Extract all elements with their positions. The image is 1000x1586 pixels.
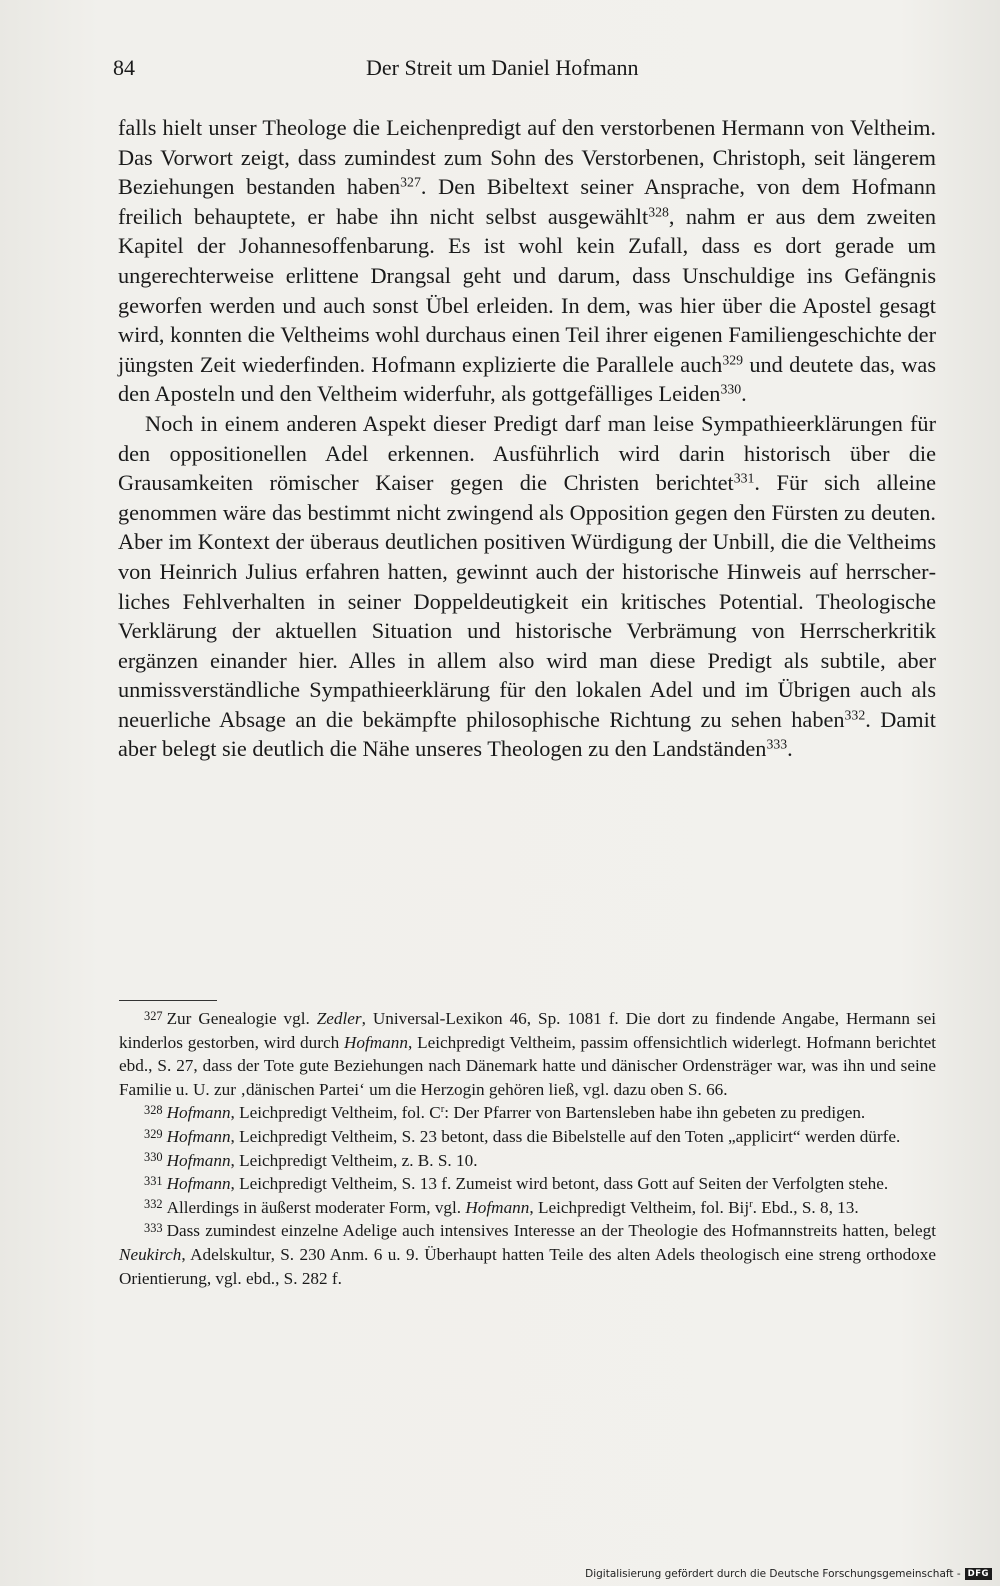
footnote-328: $^{328}$ Hofmann, Leichpredigt Veltheim, fol. $C^r$: Der Pfarrer von Bartensleben habe ihn gebeten zu predigen. [144,1103,866,1123]
credit-text: Digitalisierung gefördert durch die Deutsche Forschungsgemeinschaft - [585,1568,961,1580]
footnote-ref-328[interactable]: 328 [648,204,669,220]
footnote-333: $^{333}$ Dass zumindest einzelne Adelige auch intensives Interesse an der Theologie des Hofmannstreits hatten, belegt Neukirch, Adelskultur, S. 230 Anm. 6 u. 9. Überhaupt hatten Teile des alten Adels theologisch eine streng orthodoxe Orientierung, vgl. ebd., S. 282 f. [119,1221,936,1288]
footnote-331: $^{331}$ Hofmann, Leichpredigt Veltheim, S. 13 f. Zumeist wird betont, dass Gott auf Seiten der Verfolgten stehe. [144,1173,889,1194]
footnote-ref-329[interactable]: 329 [722,352,744,368]
footnote-ref-330[interactable]: 330 [720,381,742,397]
footnote-ref-327[interactable]: 327 [400,174,421,190]
dfg-logo-icon: DFG [965,1568,992,1580]
page-header [113,55,933,87]
running-head: Der Streit um Daniel Hofmann [366,55,639,80]
footnote-332: $^{332}$ Allerdings in äußerst moderater Form, vgl. Hofmann, Leichpredigt Veltheim, fol. Bij$^r$. Ebd., S. 8, 13. [144,1197,859,1217]
footnote-ref-332[interactable]: 332 [844,707,866,723]
footnote-330: $^{330}$ Hofmann, Leichpredigt Veltheim, z. B. S. 10. [144,1150,478,1170]
footnote-separator [119,1000,217,1001]
footnote-327: $^{327}$ Zur Genealogie vgl. Zedler, Universal-Lexikon 46, Sp. 1081 f. Die dort zu findende Angabe, Hermann sei kinderlos gestorben, wird durch Hofmann, Leichpredigt Veltheim, passim offensichtlich widerlegt. Hofmann berichtet ebd., S. 27, dass der Tote gute Beziehungen nach Dänemark hatte und dänischer Ordensträger war, was ihn und seine Familie u. U. zur ‚dänischen Partei‘ um die Herzogin gehören ließ, vgl. dazu oben S. 66. [119,1008,936,1099]
footnote-ref-333[interactable]: 333 [766,736,788,752]
footnote-329: $^{329}$ Hofmann, Leichpredigt Veltheim, S. 23 betont, dass die Bibelstelle auf den Toten „applicirt“ werden dürfe. [144,1126,901,1146]
paragraph-2: Noch in einem anderen Aspekt dieser Predigt darf man leise Sympathieerklärungen für den oppositionellen Adel erkennen. Ausführlich wird darin historisch über die Grausamkeiten römischer Kaiser gegen die Christen berichtet$^{331}$. Für sich alleine genommen wäre das bestimmt nicht zwingend als Opposition gegen den Fürsten zu deuten. Aber im Kontext der überaus deutlichen positiven Würdigung der Unbill, die die Veltheims von Heinrich Julius erfahren hatten, gewinnt auch der historische Hinweis auf herrscherliches Fehlverhalten in seiner Doppeldeutigkeit ein kritisches Potential. Theologische Verklärung der aktuellen Situation und historische Verbrämung von Herrscherkritik ergänzen einander hier. Alles in allem also wird man diese Predigt als subtile, aber unmissverständliche Sympathieerklärung für den lokalen Adel und im Übrigen auch als neuerliche Absage an die bekämpfte philosophische Richtung zu sehen haben$^{332}$. Damit aber belegt sie deutlich die Nähe unseres Theologen zu den Landständen$^{333}$. [118,410,936,762]
main-text [118,113,936,764]
paragraph-1: falls hielt unser Theologe die Leichenpredigt auf den verstorbenen Hermann von Veltheim. Das Vorwort zeigt, dass zumindest zum Sohn des Verstorbenen, Christoph, seit längerem Beziehungen bestanden haben$^{327}$. Den Bibeltext seiner Ansprache, von dem Hofmann freilich behauptete, er habe ihn nicht selbst ausgewählt$^{328}$, nahm er aus dem zweiten Kapitel der Johannesoffenbarung. Es ist wohl kein Zufall, dass es dort gerade um ungerechterweise erlittene Drangsal geht und darum, dass Unschuldige ins Gefängnis geworfen werden und auch sonst Übel erleiden. In dem, was hier über die Apostel gesagt wird, konnten die Veltheims wohl durchaus einen Teil ihrer eigenen Familiengeschichte der jüngsten Zeit wiederfinden. Hofmann explizierte die Parallele auch$^{329}$ und deutete das, was den Aposteln und den Veltheim widerfuhr, als gottgefälliges Leiden$^{330}$. [118,115,937,407]
digitization-credit [585,1565,992,1583]
footnote-ref-331[interactable]: 331 [733,470,755,486]
page-number: 84 [113,55,135,80]
footnotes [119,1007,936,1290]
